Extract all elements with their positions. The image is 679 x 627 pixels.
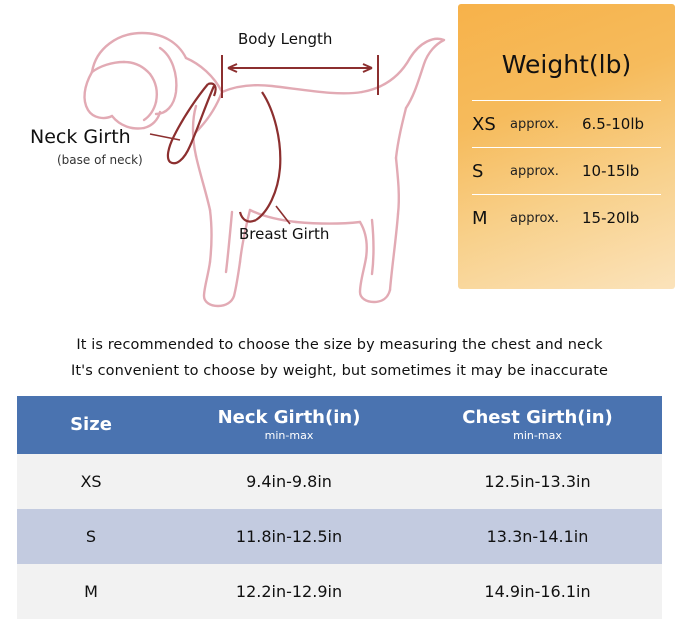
cell-chest: 13.3n-14.1in: [413, 509, 662, 564]
size-chart-table: [17, 396, 662, 619]
label-breast-girth: Breast Girth: [239, 225, 330, 243]
header-chest-girth: [413, 396, 662, 454]
table-header-row: [17, 396, 662, 454]
weight-row-approx: approx.: [510, 116, 559, 132]
header-neck-girth-sub: min-max: [264, 429, 314, 442]
recommendation-line-1: It is recommended to choose the size by measuring the chest and neck: [76, 337, 603, 353]
header-size-main: Size: [70, 414, 112, 435]
header-chest-girth-sub: min-max: [513, 429, 562, 442]
header-size: [17, 396, 165, 454]
recommendation-text: [0, 332, 679, 384]
label-neck-girth-sub: (base of neck): [57, 153, 143, 167]
weight-row-size: S: [472, 160, 484, 182]
weight-panel-title: Weight(lb): [501, 50, 632, 79]
recommendation-line-2: It's convenient to choose by weight, but sometimes it may be inaccurate: [70, 363, 609, 379]
weight-row-range: 15-20lb: [582, 209, 640, 227]
cell-chest: 14.9in-16.1in: [413, 564, 662, 619]
table-row: [17, 564, 662, 619]
size-chart-header: [17, 396, 662, 454]
weight-row-approx: approx.: [510, 210, 559, 226]
weight-panel-rows: [472, 100, 661, 241]
weight-row: [472, 194, 661, 241]
cell-size: M: [17, 564, 165, 619]
weight-row-range: 10-15lb: [582, 162, 640, 180]
cell-neck: 11.8in-12.5in: [165, 509, 413, 564]
header-chest-girth-main: Chest Girth(in): [462, 407, 613, 428]
cell-size: S: [17, 509, 165, 564]
cell-size: XS: [17, 454, 165, 509]
cell-neck: 9.4in-9.8in: [165, 454, 413, 509]
weight-row: [472, 147, 661, 194]
weight-row-size: XS: [472, 113, 496, 135]
header-neck-girth-main: Neck Girth(in): [217, 407, 361, 428]
table-row: [17, 509, 662, 564]
weight-row-size: M: [472, 207, 488, 229]
label-body-length: Body Length: [238, 30, 333, 48]
cell-neck: 12.2in-12.9in: [165, 564, 413, 619]
weight-panel: [458, 4, 675, 289]
table-row: [17, 454, 662, 509]
size-chart-body: [17, 454, 662, 619]
cell-chest: 12.5in-13.3in: [413, 454, 662, 509]
label-neck-girth: Neck Girth: [30, 126, 131, 148]
weight-row: [472, 100, 661, 147]
weight-row-approx: approx.: [510, 163, 559, 179]
header-neck-girth: [165, 396, 413, 454]
weight-row-range: 6.5-10lb: [582, 115, 645, 133]
